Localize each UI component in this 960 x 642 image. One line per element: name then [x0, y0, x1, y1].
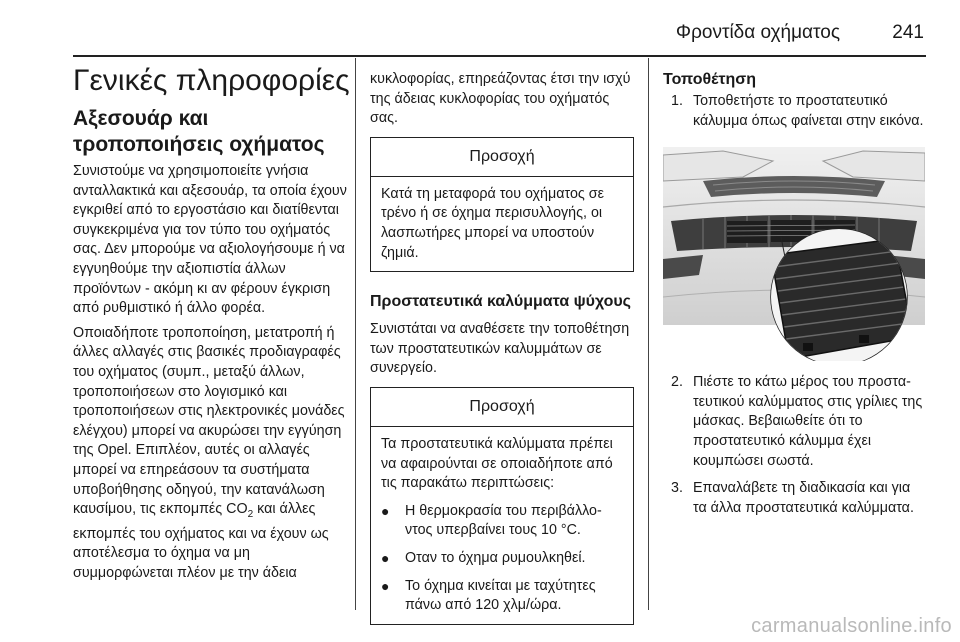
bullet-dot-icon: ● — [381, 502, 390, 519]
co2-subscript: 2 — [247, 508, 254, 520]
column-1 — [73, 58, 351, 583]
caution-box-body — [371, 427, 633, 624]
column-2 — [370, 58, 634, 625]
bullet-text: Η θερμοκρασία του περιβάλλοντος υπερβαίνει τους 10 °C. — [405, 502, 602, 539]
sub-heading-line1: Αξεσουάρ και — [73, 107, 209, 130]
column-divider-1 — [355, 58, 356, 610]
paragraph-modifications-part1: Οποιαδήποτε τροποποίηση, μετατροπή ή άλλες αλλαγές στις βασικές προδιαγραφές του οχήματος (συμπ., μεταξύ άλλων, τροποποιήσεων στο λογισμικό και τροποποιήσεων στις ηλεκτρονικές μονάδες ελέγχου) μπορεί να ακυρώσει την εγγύηση της Opel. Επιπλέον, αυτές οι αλλαγές μπορεί να επηρεάσουν τα συστήματα υποβοήθησης οδηγού, την κατανάλωση καυσίμου, τις εκπομπές CO — [73, 324, 345, 518]
sub-heading — [73, 106, 351, 158]
caution-box-text: Κατά τη μεταφορά του οχήματος σε τρένο ή σε όχημα περισυλλογής, οι λασπωτήρες μπορεί να υποστούν ζημιά. — [381, 185, 604, 261]
column-3 — [663, 58, 925, 518]
paragraph-registration: κυκλοφορίας, επηρεάζοντας έτσι την ισχύ της άδειας κυκλοφορίας του οχήματός σας. — [370, 71, 631, 127]
step-number: 2. — [671, 374, 683, 391]
step-number: 1. — [671, 93, 683, 109]
step-number: 3. — [671, 480, 683, 497]
caution-box-transport — [370, 137, 634, 272]
sub-heading-line2: τροποποιήσεις οχήματος — [73, 133, 325, 156]
paragraph-genuine-parts: Συνιστούμε να χρησιμοποιείτε γνήσια ανταλλακτικά και αξεσουάρ, τα οποία έχουν εγκριθεί από το εργοστάσιο και διατίθενται συγκεκριμένα για τον τύπο του οχήματός σας. Δεν μπορούμε να αξιολογήσουμε ή να εγγυηθούμε την αξιοπιστία άλλων προϊόντων - ακόμη κι αν φέρουν έγκριση από ρυθμιστικό ή άλλο φορέα. — [73, 163, 347, 317]
step-item — [663, 373, 925, 471]
step-item — [663, 92, 925, 131]
column-divider-2 — [648, 58, 649, 610]
caution-box-covers — [370, 387, 634, 625]
grille-cover-illustration — [663, 147, 925, 361]
header-rule — [73, 55, 926, 57]
caution-box-title: Προσοχή — [371, 388, 633, 427]
paragraph-modifications-part2: και άλλες εκπομπές του οχήματος και να έχουν ως αποτέλεσμα το όχημα να μη συμμορφώνεται πλέον με την άδεια — [73, 501, 329, 581]
section-heading-fitting: Τοποθέτηση — [663, 71, 756, 88]
main-heading: Γενικές πληροφορίες — [73, 64, 350, 97]
step-text: Επαναλάβετε τη διαδικασία και για τα άλλα προστατευτικά καλύμματα. — [693, 480, 914, 516]
watermark: carmanualsonline.info — [751, 615, 952, 637]
page-number: 241 — [892, 22, 924, 43]
paragraph-covers-install: Συνιστάται να αναθέσετε την τοποθέτηση των προστατευτικών καλυμμάτων σε συνεργείο. — [370, 321, 630, 377]
page-header — [0, 0, 960, 56]
grille-cover-drawing — [663, 147, 925, 361]
bullet-item — [381, 549, 623, 569]
bullet-text: Οταν το όχημα ρυμουλκηθεί. — [405, 549, 586, 566]
step-item — [663, 479, 925, 518]
section-heading-covers: Προστατευτικά καλύμματα ψύχους — [370, 293, 631, 311]
bullet-text: Το όχημα κινείται με ταχύτητες πάνω από 120 χλμ/ώρα. — [405, 577, 596, 614]
bullet-item — [381, 577, 623, 616]
caution-box-text: Τα προστατευτικά καλύμματα πρέπει να αφαιρούνται σε οποιαδήποτε από τις παρακάτω περιπτώσεις: — [381, 435, 613, 492]
paragraph-modifications — [73, 324, 351, 584]
header-title: Φροντίδα οχήματος — [675, 22, 840, 43]
step-text: Πιέστε το κάτω μέρος του προστατευτικού καλύμματος στις γρίλιες της μάσκας. Βεβαιωθείτε ότι το προστατευτικό κάλυμμα έχει κουμπώσει σωστά. — [693, 374, 923, 469]
bullet-item — [381, 502, 623, 541]
step-text: Τοποθετήστε το προστατευτικό κάλυμμα όπως φαίνεται στην εικόνα. — [693, 93, 924, 129]
bullet-dot-icon: ● — [381, 549, 390, 566]
caution-box-title: Προσοχή — [371, 138, 633, 177]
bullet-dot-icon: ● — [381, 577, 390, 594]
